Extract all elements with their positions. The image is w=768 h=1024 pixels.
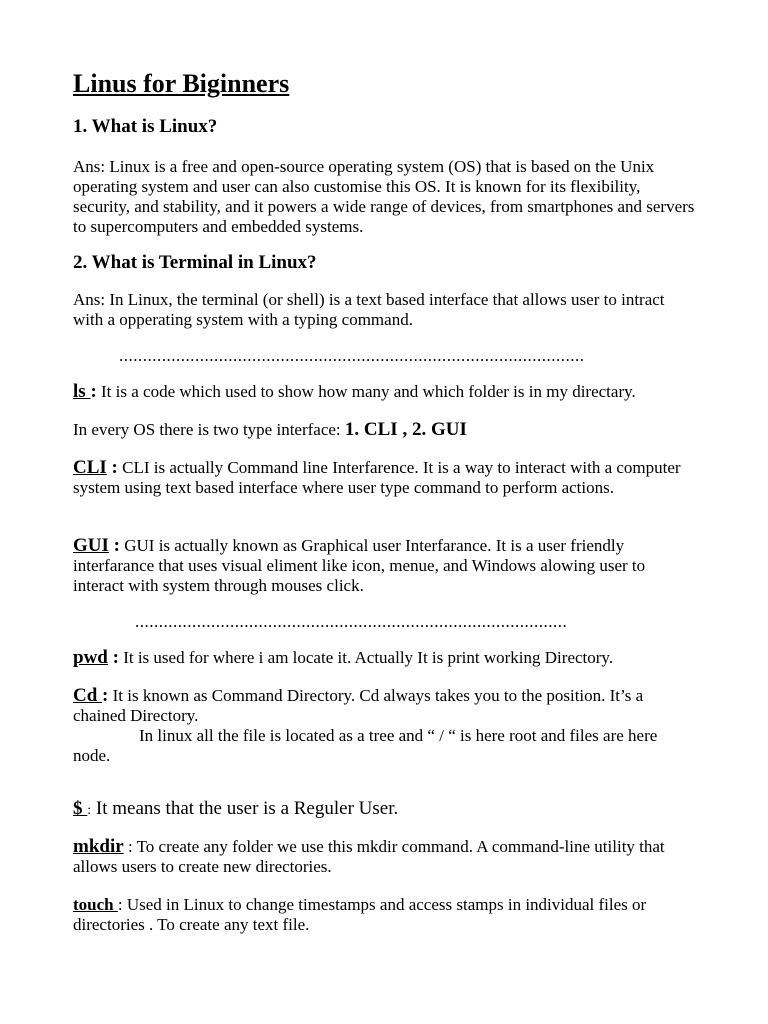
touch-text: Used in Linux to change timestamps and access stamps in individual files or directories . To create any text file. [73, 895, 647, 934]
mkdir-colon: : [123, 837, 133, 856]
question-1-heading: 1. What is Linux? [73, 116, 218, 137]
cd-colon: : [102, 685, 109, 706]
divider-dots-1: .................................................................................................. [119, 346, 585, 365]
cli-term: CLI [73, 457, 107, 478]
cd-text: It is known as Command Directory. Cd always takes you to the position. It’s a chained Directory. [73, 686, 644, 725]
gui-term: GUI [73, 535, 109, 556]
dollar-definition [73, 799, 698, 821]
touch-definition [73, 895, 698, 935]
divider-dots-2: ........................................................................................... [135, 612, 568, 631]
interfaces-types: 1. CLI , 2. GUI [344, 419, 467, 440]
touch-term: touch [73, 895, 118, 914]
dollar-term: $ [73, 798, 88, 819]
document-title: Linus for Biginners [73, 69, 290, 98]
gui-text: GUI is actually known as Graphical user Interfarance. It is a user friendly interfarance that uses visual eliment like icon, menue, and Windows alowing user to interact with system through mouses click. [73, 536, 646, 595]
pwd-text: It is used for where i am locate it. Actually It is print working Directory. [118, 648, 614, 667]
pwd-colon: : [107, 647, 119, 668]
pwd-term: pwd [73, 647, 108, 668]
ls-definition [73, 382, 698, 402]
cli-definition [73, 458, 698, 498]
dollar-colon: : [87, 803, 92, 818]
ls-colon: : [90, 381, 97, 402]
mkdir-term: mkdir [73, 836, 124, 857]
question-1-answer: Ans: Linux is a free and open-source operating system (OS) that is based on the Unix operating system and user can also customise this OS. It is known for its flexibility, security, and stability, and it powers a wide range of devices, from smartphones and servers to supercomputers and embedded systems. [73, 157, 695, 236]
interfaces-text: In every OS there is two type interface: [73, 420, 345, 439]
cli-text: CLI is actually Command line Interfarence. It is a way to interact with a computer system using text based interface where user type command to perform actions. [73, 458, 681, 497]
cli-colon: : [106, 457, 118, 478]
interfaces-line [73, 420, 698, 440]
pwd-definition [73, 648, 698, 668]
mkdir-text: To create any folder we use this mkdir command. A command-line utility that allows users to create new directories. [73, 837, 665, 876]
question-2-heading: 2. What is Terminal in Linux? [73, 252, 317, 273]
mkdir-definition [73, 837, 698, 877]
gui-colon: : [108, 535, 120, 556]
cd-definition [73, 686, 698, 726]
ls-text: It is a code which used to show how many and which folder is in my directary. [96, 382, 636, 401]
cd-tree-note: In linux all the file is located as a tree and “ / “ is here root and files are here node. [73, 726, 658, 765]
gui-definition [73, 536, 698, 596]
ls-term: ls [73, 381, 91, 402]
dollar-text: It means that the user is a Reguler User. [91, 798, 399, 819]
touch-colon: : [117, 895, 123, 914]
question-2-answer: Ans: In Linux, the terminal (or shell) is a text based interface that allows user to intract with a opperating system with a typing command. [73, 290, 665, 329]
cd-term: Cd [73, 685, 103, 706]
